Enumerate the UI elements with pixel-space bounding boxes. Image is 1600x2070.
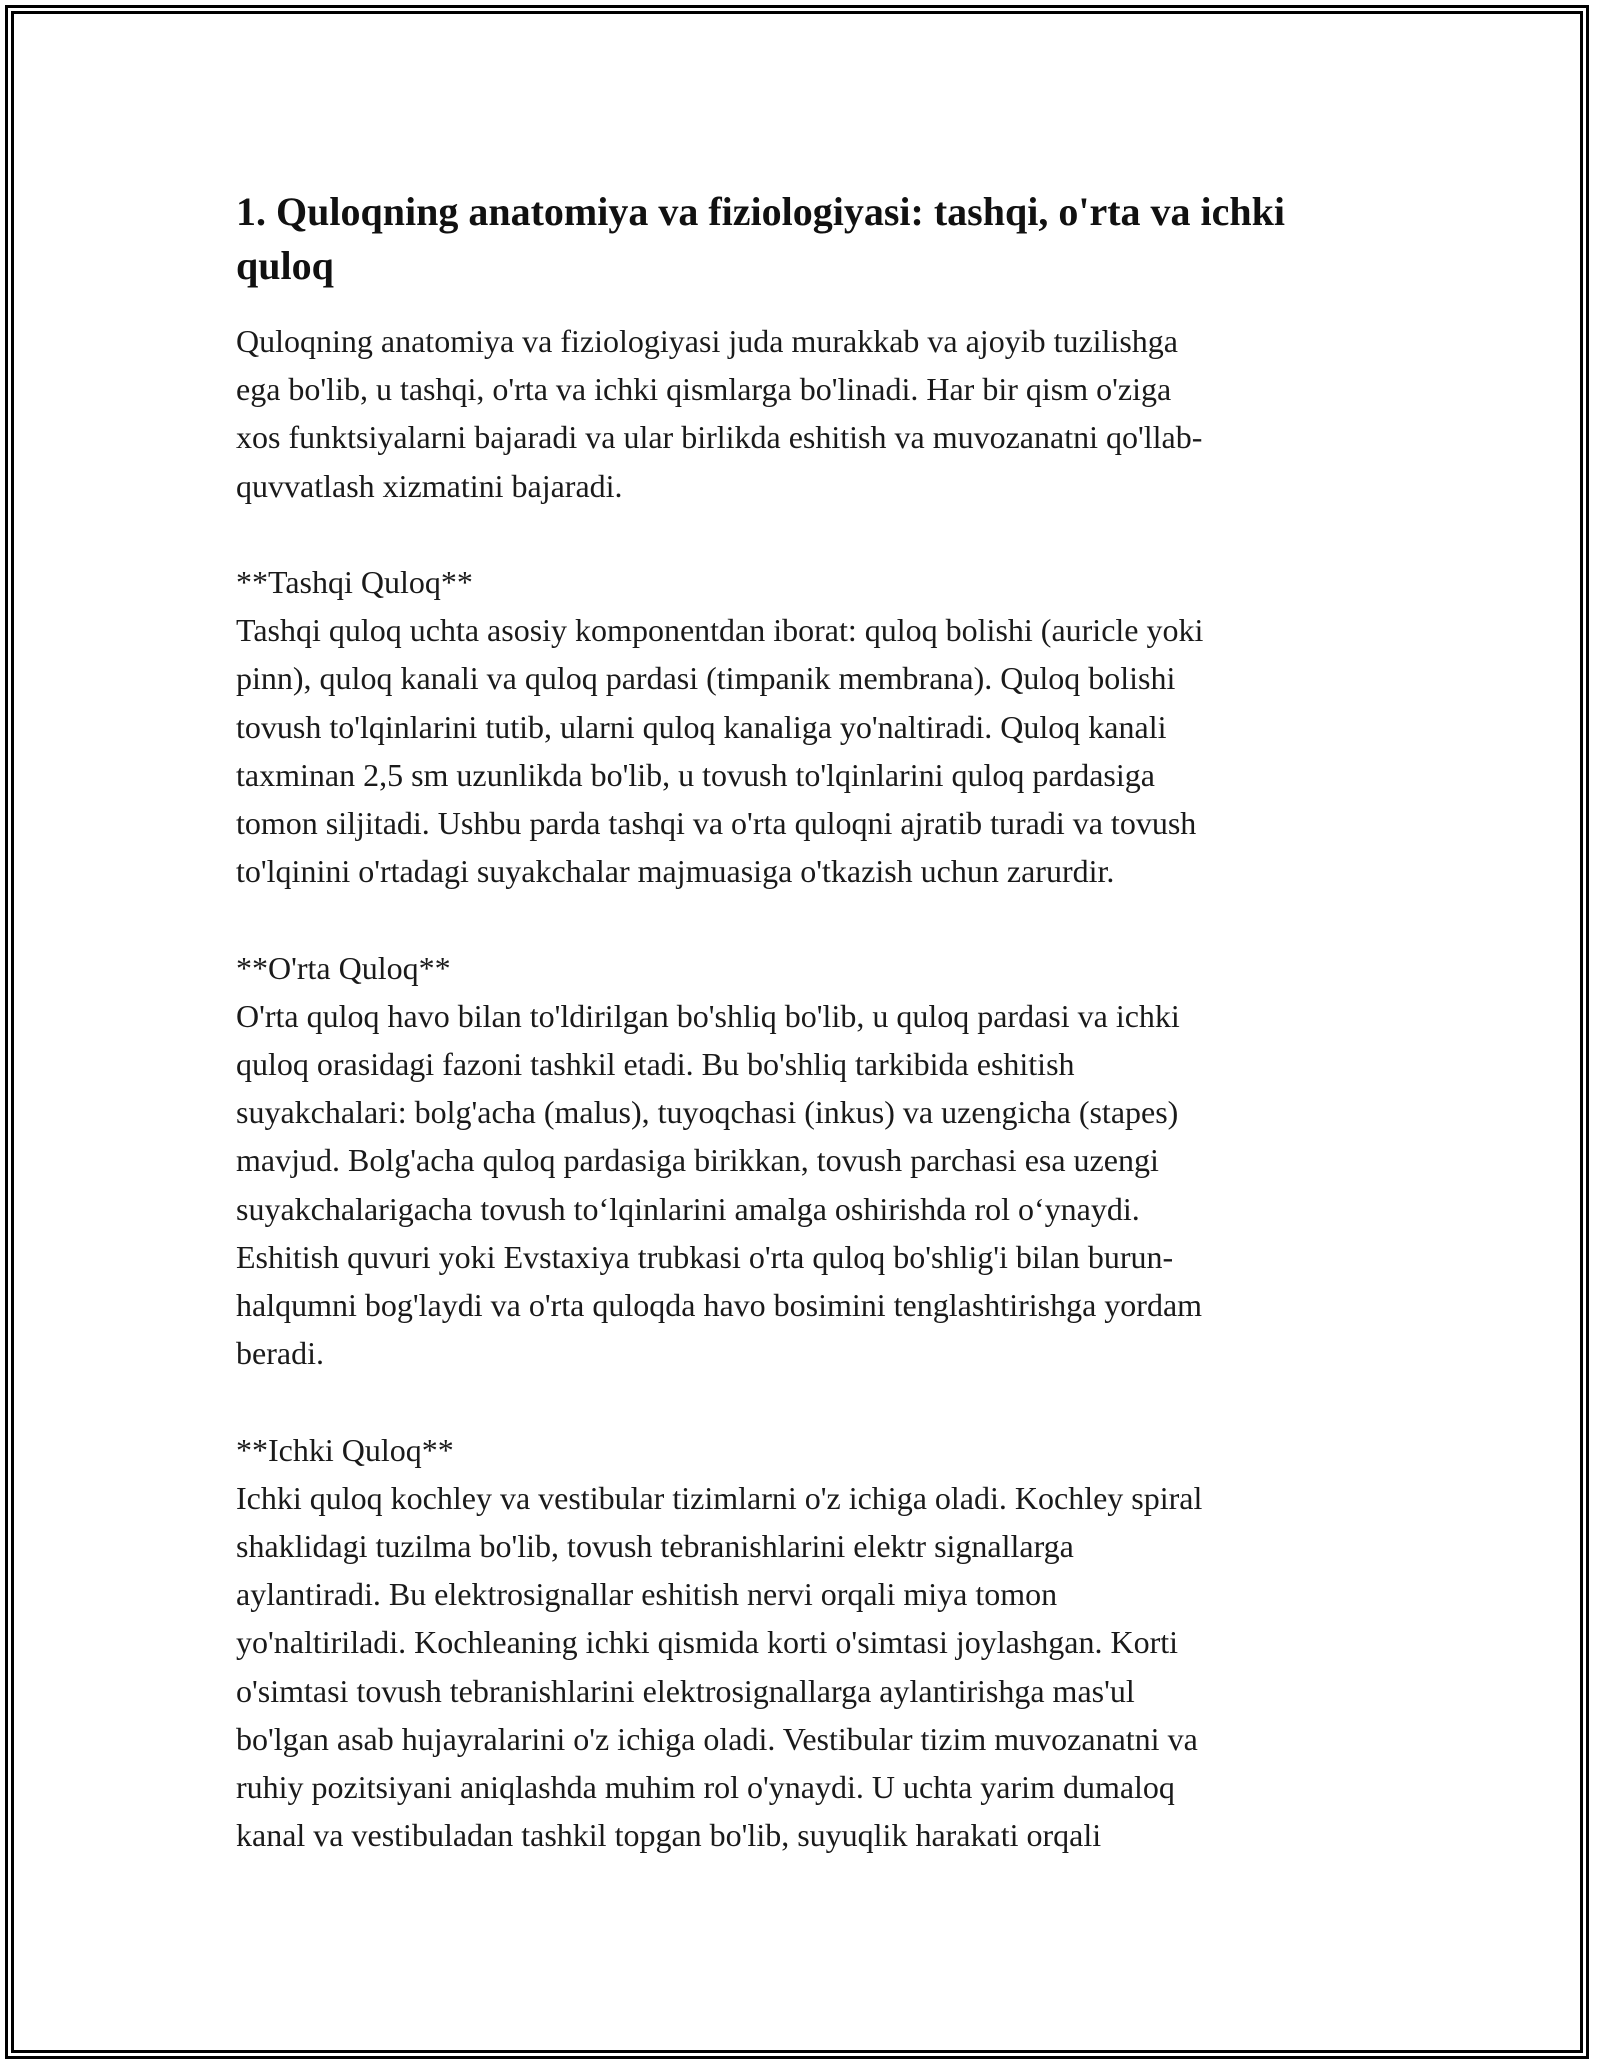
intro-paragraph: Quloqning anatomiya va fiziologiyasi juda murakkab va ajoyib tuzilishga ega bo'lib, u tashqi, o'rta va ichki qismlarga bo'linadi. Har bir qism o'ziga xos funktsiyalarni bajaradi va ular birlikda eshitish va muvozanatni qo'llab- quvvatlash xizmatini bajaradi. bbox=[236, 323, 1203, 504]
section-body-tashqi: Tashqi quloq uchta asosiy komponentdan iborat: quloq bolishi (auricle yoki pinn), quloq kanali va quloq pardasi (timpanik membrana). Quloq bolishi tovush to'lqinlarini tutib, ularni quloq kanaliga yo'naltiradi. Quloq kanali taxminan 2,5 sm uzunlikda bo'lib, u tovush to'lqinlarini quloq pardasiga tomon siljitadi. Ushbu parda tashqi va o'rta quloqni ajratib turadi va tovush to'lqinini o'rtadagi suyakchalar majmuasiga o'tkazish uchun zarurdir. bbox=[236, 612, 1204, 890]
section-heading-tashqi: **Tashqi Quloq** bbox=[236, 564, 473, 600]
section-body-ichki: Ichki quloq kochley va vestibular tizimlarni o'z ichiga oladi. Kochley spiral shaklidagi tuzilma bo'lib, tovush tebranishlarini elektr signallarga aylantiradi. Bu elektrosignallar eshitish nervi orqali miya tomon yo'naltiriladi. Kochleaning ichki qismida korti o'simtasi joylashgan. Korti o'simtasi tovush tebranishlarini elektrosignallarga aylantirishga mas'ul bo'lgan asab hujayralarini o'z ichiga oladi. Vestibular tizim muvozanatni va ruhiy pozitsiyani aniqlashda muhim rol o'ynaydi. U uchta yarim dumaloq kanal va vestibuladan tashkil topgan bo'lib, suyuqlik harakati orqali bbox=[236, 1479, 1203, 1854]
paragraph-spacer bbox=[236, 510, 1360, 558]
section-heading-ichki: **Ichki Quloq** bbox=[236, 1431, 454, 1468]
document-body bbox=[236, 185, 1360, 1859]
section-body-orta: O'rta quloq havo bilan to'ldirilgan bo'shliq bo'lib, u quloq pardasi va ichki quloq orasidagi fazoni tashkil etadi. Bu bo'shliq tarkibida eshitish suyakchalari: bolg'acha (malus), tuyoqchasi (inkus) va uzengicha (stapes) mavjud. Bolg'acha quloq pardasiga birikkan, tovush parchasi esa uzengi suyakchalarigacha tovush to‘lqinlarini amalga oshirishda rol o‘ynaydi. Eshitish quvuri yoki Evstaxiya trubkasi o'rta quloq bo'shlig'i bilan burun- halqumni bog'laydi va o'rta quloqda havo bosimini tenglashtirishga yordam beradi. bbox=[236, 997, 1203, 1372]
paragraph-spacer bbox=[236, 895, 1360, 943]
paragraph-spacer bbox=[236, 1377, 1360, 1425]
section-heading-orta: **O'rta Quloq** bbox=[236, 949, 451, 986]
page-title: 1. Quloqning anatomiya va fiziologiyasi: tashqi, o'rta va ichki quloq bbox=[236, 189, 1286, 288]
